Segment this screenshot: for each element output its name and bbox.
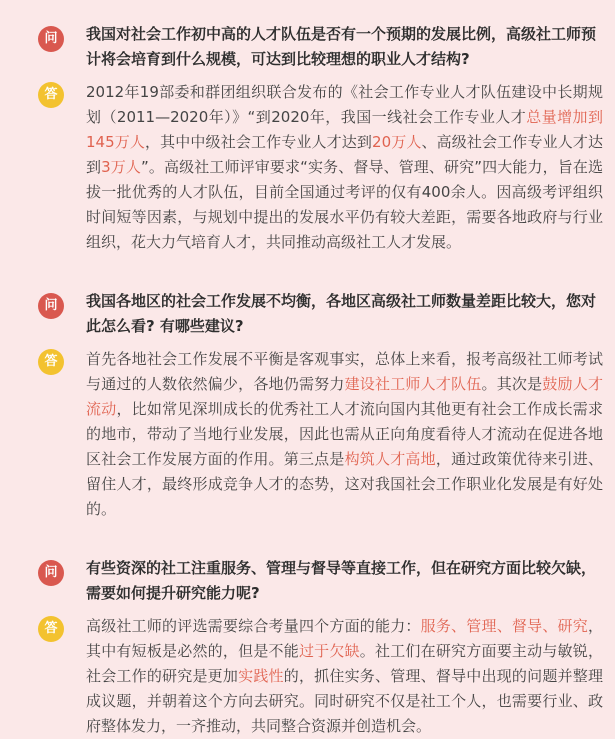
answer-highlight: 20万人 xyxy=(372,133,422,151)
answer-badge: 答 xyxy=(38,82,64,108)
answer-row xyxy=(10,72,603,255)
answer-highlight: 实践性 xyxy=(238,667,284,685)
answer-highlight: 鼓励人才流动 xyxy=(86,375,603,418)
answer-text xyxy=(86,80,603,255)
answer-segment: ，其中有短板是必然的，但是不能 xyxy=(86,617,603,660)
answer-segment: 的，抓住实务、管理、督导中出现的问题并整理成议题，并朝着这个方向去研究。同时研究不仅是社工个人，也需要行业、政府整体发力，一齐推动，共同整合资源并创造机会。 xyxy=(86,667,603,735)
answer-segment: 。社工们在研究方面要主动与敏锐，社会工作的研究是更加 xyxy=(86,642,603,685)
question-text: 我国对社会工作初中高的人才队伍是否有一个预期的发展比例，高级社工师预计将会培育到什么规模，可达到比较理想的职业人才结构? xyxy=(86,25,597,68)
answer-segment: 2012年19部委和群团组织联合发布的《社会工作专业人才队伍建设中长期规划（2011—2020年）》“到2020年，我国一线社会工作专业人才 xyxy=(86,83,603,126)
answer-highlight: 过于欠缺 xyxy=(298,642,360,660)
answer-segment: ，比如常见深圳成长的优秀社工人才流向国内其他更有社会工作成长需求的地市，带动了当地行业发展，因此也需从正向角度看待人才流动在促进各地区社会工作发展方面的作用。第三点是 xyxy=(86,400,603,468)
answer-segment: ，其中中级社会工作专业人才达到 xyxy=(145,133,373,151)
question-row xyxy=(10,277,603,339)
question-row xyxy=(10,544,603,606)
answer-badge: 答 xyxy=(38,349,64,375)
question-text: 有些资深的社工注重服务、管理与督导等直接工作，但在研究方面比较欠缺，需要如何提升研究能力呢? xyxy=(86,559,597,602)
answer-highlight: 服务、管理、督导、研究 xyxy=(420,617,588,635)
question-badge: 问 xyxy=(38,560,64,586)
question-row xyxy=(10,10,603,72)
question-text: 我国各地区的社会工作发展不均衡，各地区高级社工师数量差距比较大，您对此怎么看? 有哪些建议? xyxy=(86,292,597,335)
qa-block-1 xyxy=(10,10,603,255)
qa-block-3 xyxy=(10,544,603,739)
answer-text xyxy=(86,614,603,739)
answer-row xyxy=(10,339,603,522)
qa-block-2 xyxy=(10,277,603,522)
answer-segment: 高级社工师的评选需要综合考量四个方面的能力： xyxy=(86,617,421,635)
answer-row xyxy=(10,606,603,739)
answer-segment: ”。高级社工师评审要求“实务、督导、管理、研究”四大能力，旨在选拔一批优秀的人才队伍，目前全国通过考评的仅有400余人。因高级考评组织时间短等因素，与规划中提出的发展水平仍有较大差距，需要各地政府与行业组织，花大力气培育人才，共同推动高级社工人才发展。 xyxy=(86,158,603,251)
answer-segment: ，通过政策优待来引进、留住人才，最终形成竞争人才的态势，这对我国社会工作职业化发展是有好处的。 xyxy=(86,450,603,518)
answer-highlight: 总量增加到145万人 xyxy=(86,108,603,151)
answer-segment: 、高级社会工作专业人才达到 xyxy=(86,133,603,176)
answer-highlight: 构筑人才高地 xyxy=(344,450,436,468)
answer-segment: 首先各地社会工作发展不平衡是客观事实，总体上来看，报考高级社工师考试与通过的人数依然偏少，各地仍需努力 xyxy=(86,350,603,393)
answer-text xyxy=(86,347,603,522)
answer-segment: 。其次是 xyxy=(481,375,543,393)
answer-badge: 答 xyxy=(38,616,64,642)
question-badge: 问 xyxy=(38,293,64,319)
answer-highlight: 3万人 xyxy=(101,158,142,176)
question-badge: 问 xyxy=(38,26,64,52)
answer-highlight: 建设社工师人才队伍 xyxy=(344,375,482,393)
